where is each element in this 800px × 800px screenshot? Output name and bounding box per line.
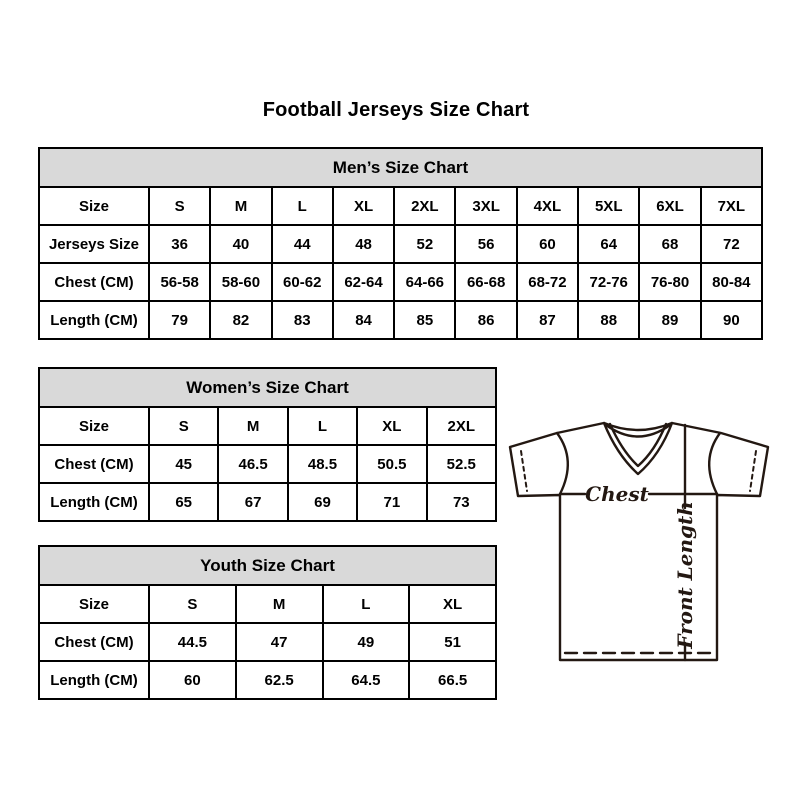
value-cell: 67	[218, 483, 287, 521]
jersey-measurement-diagram	[505, 405, 775, 675]
value-cell: M	[218, 407, 287, 445]
value-cell: 71	[357, 483, 426, 521]
value-cell: 60	[517, 225, 578, 263]
page-title: Football Jerseys Size Chart	[262, 99, 530, 121]
value-cell: 48.5	[288, 445, 357, 483]
value-cell: 6XL	[639, 187, 700, 225]
value-cell: S	[149, 187, 210, 225]
value-cell: XL	[409, 585, 496, 623]
value-cell: 80-84	[701, 263, 762, 301]
value-cell: 7XL	[701, 187, 762, 225]
value-cell: 90	[701, 301, 762, 339]
table-row	[39, 407, 496, 445]
value-cell: 2XL	[427, 407, 496, 445]
size-table	[38, 545, 497, 700]
table-row	[39, 263, 762, 301]
mens-size-table	[38, 147, 763, 340]
table-header-row	[39, 546, 496, 585]
row-label-cell: Chest (CM)	[39, 263, 149, 301]
value-cell: M	[236, 585, 323, 623]
size-table	[38, 367, 497, 522]
row-label-cell: Size	[39, 585, 149, 623]
value-cell: 79	[149, 301, 210, 339]
value-cell: 52.5	[427, 445, 496, 483]
value-cell: 47	[236, 623, 323, 661]
front-length-label: Front Length	[673, 501, 697, 649]
value-cell: 88	[578, 301, 639, 339]
row-label-cell: Length (CM)	[39, 483, 149, 521]
value-cell: 62-64	[333, 263, 394, 301]
value-cell: S	[149, 585, 236, 623]
value-cell: 76-80	[639, 263, 700, 301]
value-cell: 64.5	[323, 661, 410, 699]
value-cell: 83	[272, 301, 333, 339]
value-cell: 44	[272, 225, 333, 263]
value-cell: 60-62	[272, 263, 333, 301]
value-cell: 64-66	[394, 263, 455, 301]
jersey-outline	[510, 423, 768, 660]
value-cell: 72	[701, 225, 762, 263]
value-cell: 56	[455, 225, 516, 263]
value-cell: 40	[210, 225, 271, 263]
value-cell: 66.5	[409, 661, 496, 699]
value-cell: 86	[455, 301, 516, 339]
value-cell: 82	[210, 301, 271, 339]
table-row	[39, 483, 496, 521]
value-cell: L	[323, 585, 410, 623]
value-cell: 49	[323, 623, 410, 661]
value-cell: 60	[149, 661, 236, 699]
value-cell: 58-60	[210, 263, 271, 301]
table-header-row	[39, 148, 762, 187]
value-cell: M	[210, 187, 271, 225]
row-label-cell: Chest (CM)	[39, 623, 149, 661]
value-cell: 5XL	[578, 187, 639, 225]
value-cell: XL	[357, 407, 426, 445]
value-cell: 46.5	[218, 445, 287, 483]
table-row	[39, 301, 762, 339]
value-cell: 56-58	[149, 263, 210, 301]
table-row	[39, 623, 496, 661]
row-label-cell: Size	[39, 187, 149, 225]
value-cell: 52	[394, 225, 455, 263]
table-header-row	[39, 368, 496, 407]
table-row	[39, 661, 496, 699]
value-cell: 4XL	[517, 187, 578, 225]
value-cell: 66-68	[455, 263, 516, 301]
value-cell: 89	[639, 301, 700, 339]
value-cell: 3XL	[455, 187, 516, 225]
table-row	[39, 585, 496, 623]
row-label-cell: Jerseys Size	[39, 225, 149, 263]
womens-size-table	[38, 367, 497, 522]
value-cell: 51	[409, 623, 496, 661]
value-cell: 44.5	[149, 623, 236, 661]
value-cell: 65	[149, 483, 218, 521]
value-cell: 69	[288, 483, 357, 521]
value-cell: 68-72	[517, 263, 578, 301]
value-cell: 50.5	[357, 445, 426, 483]
value-cell: L	[272, 187, 333, 225]
table-title: Women’s Size Chart	[39, 368, 496, 407]
table-row	[39, 445, 496, 483]
value-cell: 64	[578, 225, 639, 263]
table-row	[39, 187, 762, 225]
value-cell: 2XL	[394, 187, 455, 225]
table-title: Men’s Size Chart	[39, 148, 762, 187]
value-cell: S	[149, 407, 218, 445]
value-cell: 48	[333, 225, 394, 263]
row-label-cell: Chest (CM)	[39, 445, 149, 483]
table-row	[39, 225, 762, 263]
size-table	[38, 147, 763, 340]
row-label-cell: Length (CM)	[39, 301, 149, 339]
value-cell: 45	[149, 445, 218, 483]
value-cell: 72-76	[578, 263, 639, 301]
value-cell: L	[288, 407, 357, 445]
value-cell: 85	[394, 301, 455, 339]
value-cell: 84	[333, 301, 394, 339]
youth-size-table	[38, 545, 497, 700]
chest-label: Chest	[585, 482, 649, 506]
value-cell: XL	[333, 187, 394, 225]
value-cell: 62.5	[236, 661, 323, 699]
row-label-cell: Length (CM)	[39, 661, 149, 699]
table-title: Youth Size Chart	[39, 546, 496, 585]
value-cell: 73	[427, 483, 496, 521]
row-label-cell: Size	[39, 407, 149, 445]
value-cell: 68	[639, 225, 700, 263]
value-cell: 87	[517, 301, 578, 339]
value-cell: 36	[149, 225, 210, 263]
